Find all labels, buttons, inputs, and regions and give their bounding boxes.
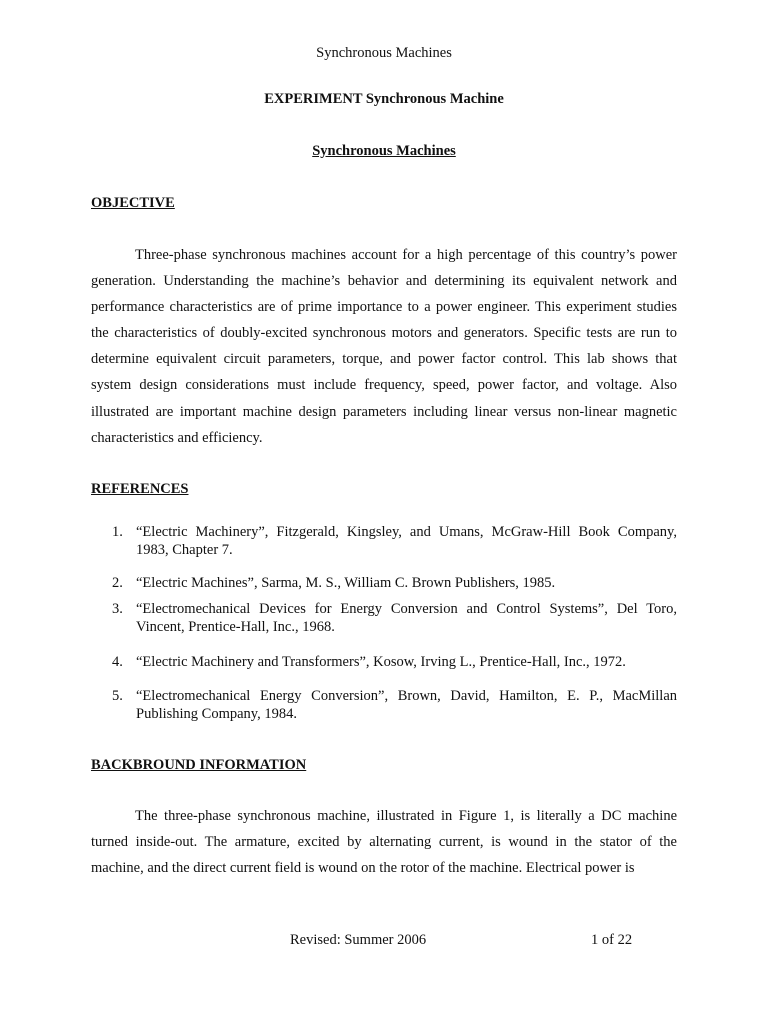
background-heading: BACKBROUND INFORMATION xyxy=(91,757,307,773)
reference-number: 4. xyxy=(112,654,123,670)
reference-text: “Electromechanical Devices for Energy Conversion and Control Systems”, Del Toro, Vincent, Prentice-Hall, Inc., 1968. xyxy=(136,601,677,635)
reference-text: “Electromechanical Energy Conversion”, Brown, David, Hamilton, E. P., MacMillan Publishing Company, 1984. xyxy=(136,688,677,722)
reference-number: 3. xyxy=(112,601,123,617)
objective-paragraph xyxy=(91,242,677,451)
experiment-title: EXPERIMENT Synchronous Machine xyxy=(264,91,504,107)
reference-text: “Electric Machinery”, Fitzgerald, Kingsley, and Umans, McGraw-Hill Book Company, 1983, Chapter 7. xyxy=(136,524,677,558)
reference-number: 5. xyxy=(112,688,123,704)
reference-number: 2. xyxy=(112,575,123,591)
footer-revised: Revised: Summer 2006 xyxy=(290,932,427,948)
reference-text: “Electric Machinery and Transformers”, Kosow, Irving L., Prentice-Hall, Inc., 1972. xyxy=(136,654,626,670)
footer-page-number: 1 of 22 xyxy=(591,932,633,948)
background-paragraph xyxy=(91,803,677,881)
reference-text: “Electric Machines”, Sarma, M. S., William C. Brown Publishers, 1985. xyxy=(136,575,556,591)
running-header: Synchronous Machines xyxy=(316,45,452,61)
objective-text: Three-phase synchronous machines account for a high percentage of this country’s power generation. Understanding the machine’s behavior and determining its equivalent network and performance characteristics are of prime importance to a power engineer. This experiment studies the characteristics of doubly-excited synchronous motors and generators. Specific tests are run to determine equivalent circuit parameters, torque, and power factor control. This lab shows that system design considerations must include frequency, speed, power factor, and voltage. Also illustrated are important machine design parameters including linear versus non-linear magnetic characteristics and efficiency. xyxy=(91,247,677,446)
document-subtitle: Synchronous Machines xyxy=(312,143,456,159)
references-heading: REFERENCES xyxy=(91,481,189,497)
objective-heading: OBJECTIVE xyxy=(91,195,175,211)
reference-number: 1. xyxy=(112,524,123,540)
background-text: The three-phase synchronous machine, illustrated in Figure 1, is literally a DC machine turned inside-out. The armature, excited by alternating current, is wound in the stator of the machine, and the direct current field is wound on the rotor of the machine. Electrical power is xyxy=(91,808,677,877)
